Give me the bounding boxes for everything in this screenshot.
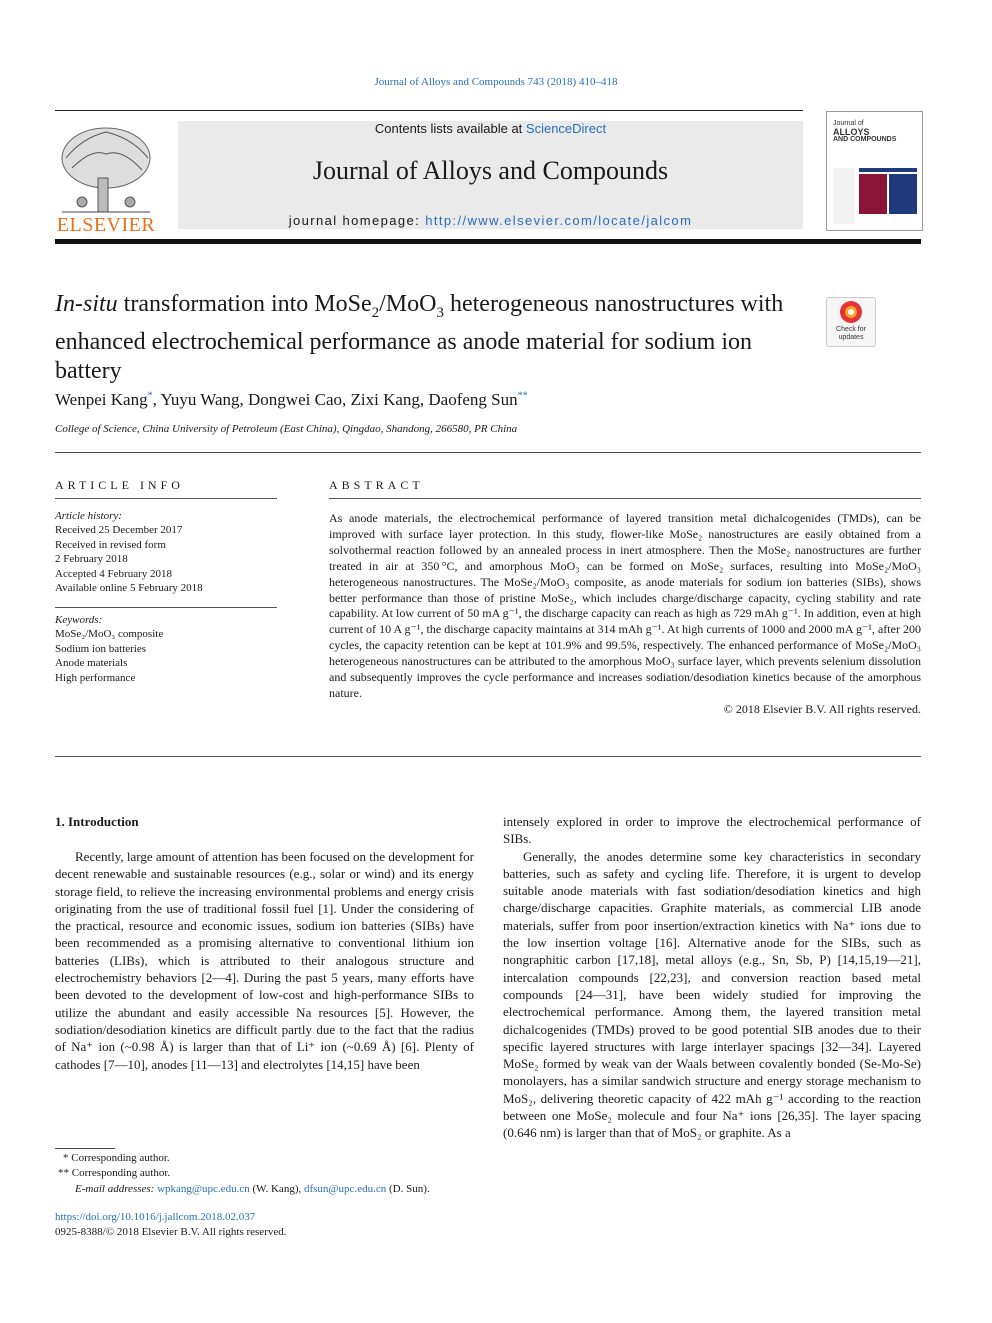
elsevier-logo[interactable] <box>52 118 160 236</box>
homepage-line <box>178 213 803 228</box>
journal-citation[interactable]: Journal of Alloys and Compounds 743 (2018) 410–418 <box>374 76 618 88</box>
abstract-heading: ABSTRACT <box>329 478 424 492</box>
check-for-updates-badge[interactable] <box>826 297 876 347</box>
keywords <box>55 613 277 685</box>
title-part-a: transformation into MoSe <box>117 291 372 317</box>
author-name[interactable]: Daofeng Sun <box>428 390 518 409</box>
doi-link[interactable]: https://doi.org/10.1016/j.jallcom.2018.02.037 <box>55 1211 256 1223</box>
abstract-text: As anode materials, the electrochemical performance of layered transition metal dichalcogenides (TMDs), can be improved with surface layer protection. In this study, flower-like MoSe₂ nanostructures are easily obtained from a solvothermal reaction followed by an annealed process in inert atmosphere. Then the MoSe₂ nanostructures are further treated in air at 350 °C, and amorphous MoO₃ can be formed on MoSe₂ surfaces, resulting into MoSe₂/MoO₃ heterogeneous nanostructures. The MoSe₂/MoO₃ composite, as anode materials for sodium ion batteries (SIBs), shows better performance than those of pristine MoSe₂, which includes charge/discharge capacity, cycling stability and rate capability. At low current of 50 mA g⁻¹, the discharge capacity can reach as high as 729 mAh g⁻¹. In addition, even at high current of 10 A g⁻¹, the discharge capacity maintains at 314 mAh g⁻¹. At high currents of 1000 and 2000 mA g⁻¹, after 200 cycles, the capacity retention can be kept at 101.9% and 99.5%, respectively. The enhanced performance of MoSe₂/MoO₃ heterogeneous nanostructures can be attributed to the amorphous MoO₃ surface layer, which prevents selenium dissolution and subsequently improves the cycle performance and increases sodiation/desodiation kinetics because of the amorphous nature. <box>329 511 921 700</box>
cover-bar <box>859 168 917 172</box>
check-updates-label <box>827 326 875 342</box>
history-line: Available online 5 February 2018 <box>55 582 203 595</box>
article-history <box>55 509 277 595</box>
issn-line: 0925-8388/© 2018 Elsevier B.V. All rights reserved. <box>55 1226 287 1238</box>
homepage-link[interactable]: http://www.elsevier.com/locate/jalcom <box>425 213 693 228</box>
footnote-rule <box>55 1148 115 1149</box>
body-paragraph: Generally, the anodes determine some key characteristics in secondary batteries, such as safety and cycling life. Therefore, it is urgent to develop suitable anode materials with fast sodiation/desodiation kinetics and high charge/discharge capacities. Graphite materials, as commercial LIB anode materials, suffer from poor insertion/extraction kinetics with Na⁺ ions due to the low insertion voltage [16]. Alternative anode for the SIBs, such as nongraphitic carbon [17,18], metal alloys (e.g., Sn, Sb, P) [14,15,19—21], intercalation compounds [22,23], and conversion reaction based metal compounds [24—31], have been widely studied for improving the electrochemical performance. Among them, the layered transition metal dichalcogenides (TMDs) proved to be good potential SIB anodes due to their specific layered structures with large interlayer spacings [32—34]. Layered MoSe₂ formed by weak van der Waals between covalently bonded (Se-Mo-Se) monolayers, has a similar sandwich structure and energy storage mechanism to MoS₂, delivering theoretic capacity of 422 mAh g⁻¹ according to the reaction between one MoSe₂ molecule and four Na⁺ ions [26,35]. The layer spacing (0.646 nm) is larger than that of MoS₂ or graphite. As a <box>503 848 921 1141</box>
footnotes <box>55 1151 475 1197</box>
cover-title-line3: AND COMPOUNDS <box>833 136 897 143</box>
author-name[interactable]: Zixi Kang <box>350 390 420 409</box>
article-title <box>55 290 815 386</box>
affiliation: College of Science, China University of Petroleum (East China), Qingdao, Shandong, 266580, PR China <box>55 423 518 435</box>
title-sub2: 2 <box>371 304 380 321</box>
body-column-right <box>503 813 921 1142</box>
history-line: Received 25 December 2017 <box>55 524 183 537</box>
introduction-heading: 1. Introduction <box>55 814 139 829</box>
email-owner: (W. Kang), <box>249 1182 304 1195</box>
header-rule <box>55 110 803 111</box>
check-updates-line2: updates <box>838 334 864 341</box>
info-rule <box>55 607 277 608</box>
history-line: Received in revised form <box>55 538 166 551</box>
author-name[interactable]: Yuyu Wang <box>160 390 240 409</box>
section-rule <box>55 452 921 453</box>
email-link-kang[interactable]: wpkang@upc.edu.cn <box>157 1182 250 1195</box>
email-link-sun[interactable]: dfsun@upc.edu.cn <box>303 1182 387 1195</box>
footnote: Corresponding author. <box>71 1167 171 1180</box>
sciencedirect-link[interactable]: ScienceDirect <box>525 121 607 136</box>
check-updates-icon <box>827 298 875 328</box>
article-info-heading: ARTICLE INFO <box>55 478 184 492</box>
cover-title <box>833 120 917 144</box>
title-italic: In-situ <box>55 291 118 317</box>
title-part-c: heterogeneous nanostructures with enhanced electrochemical performance as anode material for sodium ion battery <box>55 291 784 384</box>
elsevier-wordmark: ELSEVIER <box>56 214 156 236</box>
body-paragraph: Recently, large amount of attention has been focused on the development for decent renewable and sustainable resources (e.g., solar or wind) and its energy storage field, to relieve the increasing environmental problems and energy crisis originating from the use of traditional fossil fuel [1]. Under the considering of the practical, resource and economic issues, sodium ion batteries (SIBs) have been recommended as a promising alternative to conventional lithium ion batteries (LIBs), which is attributed to their analogous structure and electrochemistry behaviors [2—4]. During the past 5 years, many efforts have been devoted to the development of low-cost and high-performance SIBs to utilize the abundant and easily accessible Na resources [5]. However, the sodiation/desodiation kinetics are difficult partly due to the fact that the radius of Na⁺ ion (~0.98 Å) is larger than that of Li⁺ ion (~0.69 Å) [6]. Plenty of cathodes [7—10], anodes [11—13] and electrolytes [14,15] have been <box>55 849 474 1072</box>
history-line: 2 February 2018 <box>55 553 128 566</box>
author-mark[interactable]: ** <box>517 390 528 402</box>
homepage-prefix: journal homepage: <box>288 213 426 228</box>
contents-line <box>178 121 803 136</box>
history-label: Article history: <box>55 510 122 522</box>
info-rule <box>55 498 277 499</box>
body-paragraph: intensely explored in order to improve the electrochemical performance of SIBs. <box>503 814 921 847</box>
keyword: Sodium ion batteries <box>55 642 147 655</box>
contents-prefix: Contents lists available at <box>374 121 526 136</box>
title-sub3: 3 <box>436 304 444 321</box>
keywords-label: Keywords: <box>55 614 103 626</box>
abstract-copyright: © 2018 Elsevier B.V. All rights reserved. <box>723 701 921 716</box>
abstract-body <box>329 511 921 718</box>
cover-strip <box>833 168 855 224</box>
footnote-mark: ** <box>58 1167 72 1180</box>
header-thick-rule <box>55 239 921 244</box>
journal-cover-thumbnail[interactable] <box>826 111 923 231</box>
cover-red-block <box>859 174 887 214</box>
cover-blue-block <box>889 174 917 214</box>
author-list: Wenpei Kang*, Yuyu Wang, Dongwei Cao, Zixi Kang, Daofeng Sun** <box>55 390 528 409</box>
history-line: Accepted 4 February 2018 <box>55 567 172 580</box>
email-owner: (D. Sun). <box>386 1182 430 1195</box>
email-label: E-mail addresses: <box>75 1182 158 1195</box>
footnote: Corresponding author. <box>71 1152 170 1164</box>
check-updates-line1: Check for <box>836 326 866 333</box>
keyword: Anode materials <box>55 657 128 670</box>
keyword: High performance <box>55 671 136 684</box>
author-name[interactable]: Wenpei Kang <box>55 390 148 409</box>
author-mark[interactable]: * <box>147 390 153 402</box>
keyword: MoSe₂/MoO₃ composite <box>55 628 164 641</box>
section-rule <box>55 756 921 757</box>
title-part-b: /MoO <box>379 291 437 317</box>
author-name[interactable]: Dongwei Cao <box>248 390 342 409</box>
body-column-left <box>55 848 474 1073</box>
footnote-mark: * <box>63 1152 72 1164</box>
journal-name[interactable]: Journal of Alloys and Compounds <box>312 156 669 185</box>
cover-title-line1: Journal of <box>833 120 864 127</box>
cover-title-line2: ALLOYS <box>833 127 870 137</box>
abstract-rule <box>329 498 921 499</box>
